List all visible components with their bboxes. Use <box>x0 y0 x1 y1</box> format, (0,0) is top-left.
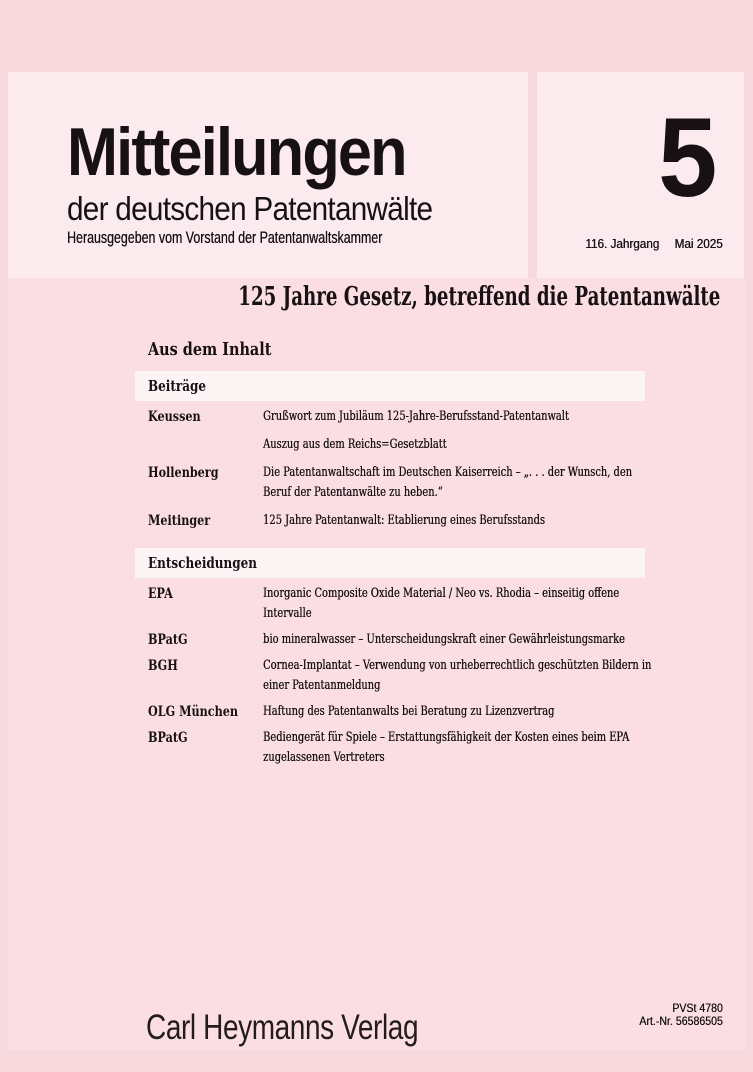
toc-entry <box>148 702 645 722</box>
footer-publisher: Carl Heymanns Verlag <box>146 1008 419 1047</box>
toc-entry-line: Die Patentanwaltschaft im Deutschen Kaiserreich – „. . . der Wunsch, den <box>263 465 632 480</box>
toc-entry-label: EPA <box>148 586 173 602</box>
toc-entry-label: BGH <box>148 658 178 674</box>
section-title: Beiträge <box>148 377 207 395</box>
toc-entry-line: Bediengerät für Spiele – Erstattungsfähigkeit der Kosten eines beim EPA <box>263 730 630 745</box>
toc-entry <box>148 407 645 427</box>
section-bar-beitraege <box>135 371 645 401</box>
toc-entry-label: Keussen <box>148 409 201 425</box>
toc-heading: Aus dem Inhalt <box>148 339 272 360</box>
toc-entry-line: Cornea-Implantat – Verwendung von urheberrechtlich geschützten Bildern in <box>263 658 652 673</box>
toc-entry-text <box>263 407 665 427</box>
issue-number: 5 <box>657 95 717 220</box>
article-number: Art.-Nr. 56586505 <box>639 1016 723 1028</box>
toc-entry <box>148 435 645 455</box>
toc-entry-label: Hollenberg <box>148 465 219 481</box>
toc-entry-line: Haftung des Patentanwalts bei Beratung zu Lizenzvertrag <box>263 704 555 719</box>
toc-entry-text <box>263 463 748 503</box>
toc-entry-label: BPatG <box>148 632 188 648</box>
volume-label: 116. Jahrgang <box>585 236 660 251</box>
toc-section-entscheidungen <box>148 584 652 774</box>
toc-entry <box>148 511 645 531</box>
volume-date-line <box>586 237 723 250</box>
section-title: Entscheidungen <box>148 554 257 572</box>
toc-entry <box>148 630 645 650</box>
toc-entry-label: Meitinger <box>148 513 211 529</box>
masthead-title: Mitteilungen <box>67 114 406 190</box>
date-label: Mai 2025 <box>674 236 723 251</box>
toc-entry-line: Intervalle <box>263 606 312 621</box>
toc-entry-label: BPatG <box>148 730 188 746</box>
lead-title: 125 Jahre Gesetz, betreffend die Patentanwälte <box>238 282 721 312</box>
toc-entry-line: zugelassenen Vertreters <box>263 750 385 765</box>
toc-entry-text <box>263 511 645 531</box>
footer-meta <box>639 1003 723 1029</box>
toc-entry <box>148 584 645 624</box>
issue-panel <box>537 72 744 278</box>
masthead-publisher-line: Herausgegeben vom Vorstand der Patentanwaltskammer <box>67 228 383 247</box>
toc-section-beitraege <box>148 407 645 539</box>
toc-entry-line: Auszug aus dem Reichs=Gesetzblatt <box>263 437 447 452</box>
toc-entry-text <box>263 630 739 650</box>
toc-entry-line: Grußwort zum Jubiläum 125-Jahre-Berufsstand-Patentanwalt <box>263 409 569 424</box>
toc-entry-line: 125 Jahre Patentanwalt: Etablierung eines Berufsstands <box>263 513 545 528</box>
toc-entry-text <box>263 702 646 722</box>
toc-entry-line: Inorganic Composite Oxide Material / Neo vs. Rhodia – einseitig offene <box>263 586 620 601</box>
toc-entry <box>148 463 645 503</box>
postal-permit: PVSt 4780 <box>672 1003 723 1015</box>
toc-entry <box>148 728 645 768</box>
masthead-panel <box>8 72 528 278</box>
masthead-subtitle: der deutschen Patentanwälte <box>67 190 433 227</box>
toc-entry <box>148 656 652 696</box>
toc-entry-label: OLG München <box>148 704 239 720</box>
section-bar-entscheidungen <box>135 548 645 578</box>
toc-entry-text <box>263 584 732 624</box>
toc-entry-line: Beruf der Patentanwälte zu heben.“ <box>263 485 443 500</box>
toc-entry-text <box>263 435 645 455</box>
toc-entry-text <box>263 656 753 696</box>
toc-entry-line: einer Patentanmeldung <box>263 678 381 693</box>
toc-entry-line: bio mineralwasser – Unterscheidungskraft einer Gewährleistungsmarke <box>263 632 625 647</box>
toc-entry-text <box>263 728 745 768</box>
toc-entry-label <box>148 435 263 455</box>
